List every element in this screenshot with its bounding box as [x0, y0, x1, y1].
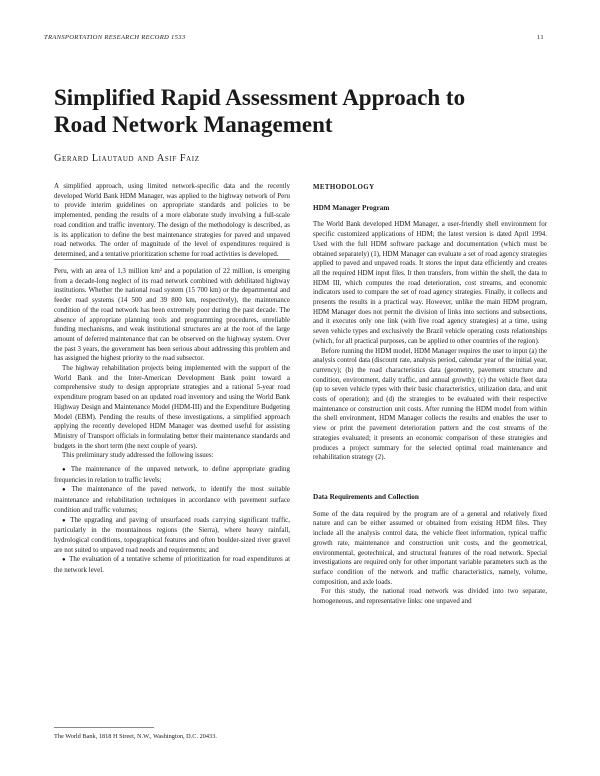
- methodology-paragraph-3: Some of the data required by the program are of a general and relatively fixed nature and can be either assumed or obtained from existing HDM files. They include all the analysis control data, the vehicle fleet information, typical traffic growth rate, maintenance and construction unit costs, and the geometrical, environmental, geotechnical, and structural features of the road network. Special investigations are required only for other important variable parameters such as the surface condition of the network and traffic characteristics, namely, volume, composition, and axle loads.: [313, 509, 547, 586]
- journal-name: TRANSPORTATION RESEARCH RECORD 1533: [44, 34, 186, 41]
- abstract-text: A simplified approach, using limited network-specific data and the recently developed World Bank HDM Manager, was applied to the highway network of Peru to provide interim guidelines on appropriate standards and policies to be implemented, pending the results of a more elaborate study involving a full-scale road condition and traffic inventory. The design of the methodology is described, as is its application to define the best maintenance strategies for paved and unpaved road networks. The order of magnitude of the level of expenditures required is determined, and a tentative prioritization scheme for road activities is developed.: [54, 182, 290, 258]
- footnote: The World Bank, 1818 H Street, N.W., Washington, D.C. 20433.: [54, 733, 217, 740]
- intro-paragraph-3: This preliminary study addressed the following issues:: [62, 451, 214, 460]
- bullet-icon: ●: [62, 487, 69, 494]
- bullet-icon: ●: [62, 517, 68, 524]
- list-item: ● The upgrading and paving of unsurfaced roads carrying significant traffic, particularly in the mountainous regions (the Sierra), where heavy rainfall, hydrological conditions, topographical features and often boulder-sized river gravel are not suited to unpaved road needs and requirements; and: [54, 515, 290, 554]
- introduction: [54, 267, 290, 576]
- paper-title: [54, 84, 554, 138]
- intro-paragraph-1: Peru, with an area of 1.3 million km² and a population of 22 million, is emerging from a decade-long neglect of its road network combined with debilitated highway institutions. Whether the national road system (15 700 km) or the departmental and feeder road systems (14 500 and 39 800 km, respectively), the maintenance condition of the road network has been extremely poor during the past decade. The absence of appropriate planning tools and programming procedures, unreliable funding mechanisms, and weak institutional structures are at the root of the large amount of deferred maintenance that can be observed on the highway system. Over the past 3 years, the government has been serious about addressing this problem and has assigned the highest priority to the road subsector.: [54, 267, 290, 363]
- subsection-heading: Data Requirements and Collection: [313, 492, 419, 501]
- abstract-divider: [54, 259, 290, 260]
- list-item: ● The evaluation of a tentative scheme of prioritization for road expenditures at the network level.: [54, 555, 291, 575]
- title-line-2: Road Network Management: [54, 112, 333, 137]
- methodology-paragraph-4: For this study, the national road network was divided into two separate, homogeneous, and representative links: one unpaved and: [313, 587, 547, 606]
- bullet-icon: ●: [62, 557, 67, 564]
- issues-list: [54, 465, 290, 576]
- authors: Gerard Liautaud and Asif Faiz: [54, 153, 200, 164]
- running-head: [44, 34, 544, 41]
- footnote-divider: [54, 727, 154, 728]
- methodology-section: [313, 183, 547, 607]
- intro-paragraph-2: The highway rehabilitation projects being implemented with the support of the World Bank and the Inter-American Development Bank point toward a comprehensive study to design appropriate strategies and a rational 5-year road expenditure program based on an updated road inventory and using the World Bank Highway Design and Maintenance Model (HDM-III) and the Expenditure Budgeting Model (EBM). Pending the results of these investigations, a simplified approach applying the recently developed HDM Manager was deemed useful for assisting Ministry of Transport officials in formulating better their maintenance standards and budgets in the short term (the next couple of years).: [54, 364, 291, 450]
- page-number: 11: [537, 34, 544, 41]
- list-item: ● The maintenance of the paved network, to identify the most suitable maintenance and rehabilitation techniques in accordance with pavement surface condition and traffic volumes;: [54, 485, 290, 514]
- methodology-paragraph-2: Before running the HDM model, HDM Manager requires the user to input (a) the analysis control data (discount rate, analysis period, calendar year of the initial year, currency); (b) the road characteristics data (geometry, pavement structure and condition, environment, daily traffic, and annual growth); (c) the vehicle fleet data (up to seven vehicle types with their basic characteristics, utilization data, and unit costs of operation); and (d) the strategies to be evaluated with their respective maintenance or construction unit costs. After running the HDM model from within the shell environment, HDM Manager collects the results and enables the user to view or print the pavement deterioration pattern and the cost streams of the strategies evaluated; it presents an economic comparison of these strategies and produces a project summary for the selected optimal road maintenance and rehabilitation strategy (2).: [313, 346, 547, 462]
- methodology-paragraph-1: The World Bank developed HDM Manager, a user-friendly shell environment for specific customized applications of HDM; the latest version is dated April 1994. Used with the full HDM software package and documentation (which must be obtained separately) (1), HDM Manager can evaluate a set of road agency strategies applied to paved and unpaved roads. It stores the input data efficiently and creates all the required HDM input files. It then transfers, from within the shell, the data to HDM III, which computes the road deterioration, cost streams, and economic indicators used to compare the set of road agency strategies. Finally, it collects and presents the results in a practical way. However, unlike the main HDM program, HDM Manager does not permit the division of links into sections and subsections, and it executes only one link (with five road agency strategies) at a time, using seven vehicle types and exclusively the Brazil vehicle operating costs relationships (which, for all practical purposes, can be applied to other countries of the region).: [313, 220, 547, 345]
- list-item: ● The maintenance of the unpaved network, to define appropriate grading frequencies in relation to traffic levels;: [54, 465, 290, 484]
- section-heading: METHODOLOGY: [313, 184, 375, 191]
- title-line-1: Simplified Rapid Assessment Approach to: [54, 85, 466, 110]
- abstract: [54, 182, 290, 260]
- bullet-icon: ●: [62, 467, 68, 474]
- subsection-heading: HDM Manager Program: [313, 203, 390, 212]
